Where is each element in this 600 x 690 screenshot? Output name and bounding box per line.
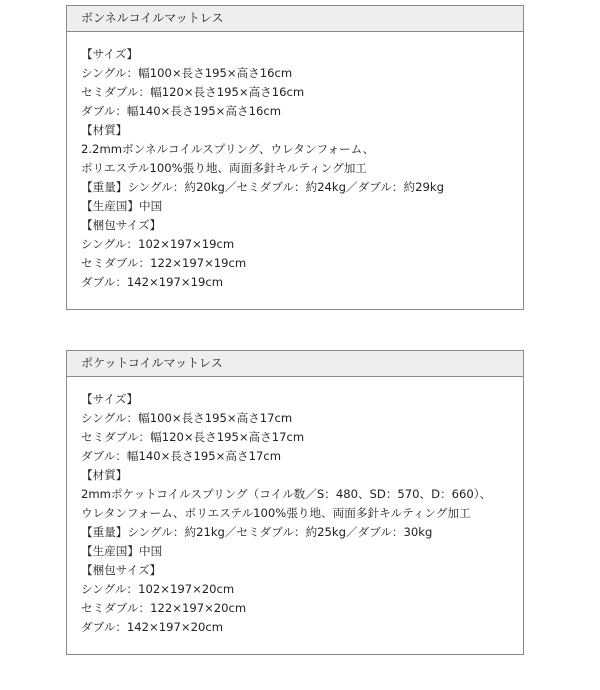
spec-line-material-2: ポリエステル100%張り地、両面多針キルティング加工 bbox=[81, 161, 367, 175]
spec-line-package-single: シングル：102×197×19cm bbox=[81, 237, 235, 251]
spec-line-package-semidouble: セミダブル：122×197×19cm bbox=[81, 256, 247, 270]
spec-line-material-1: 2mmポケットコイルスプリング（コイル数／S：480、SD：570、D：660）、 bbox=[81, 487, 492, 501]
spec-line-package-double: ダブル：142×197×19cm bbox=[81, 275, 224, 289]
spec-line-package-heading: 【梱包サイズ】 bbox=[81, 563, 162, 577]
spec-list bbox=[67, 32, 523, 292]
spec-line-single-size: シングル：幅100×長さ195×高さ16cm bbox=[81, 66, 293, 80]
pocket-coil-spec-panel bbox=[66, 350, 524, 655]
spec-list bbox=[67, 377, 523, 637]
spec-line-origin: 【生産国】中国 bbox=[81, 544, 163, 558]
spec-line-single-size: シングル：幅100×長さ195×高さ17cm bbox=[81, 411, 293, 425]
panel-title: ポケットコイルマットレス bbox=[67, 351, 523, 377]
spec-line-package-single: シングル：102×197×20cm bbox=[81, 582, 235, 596]
spec-line-material-heading: 【材質】 bbox=[81, 123, 128, 137]
spec-line-semidouble-size: セミダブル：幅120×長さ195×高さ17cm bbox=[81, 430, 305, 444]
spec-line-material-1: 2.2mmボンネルコイルスプリング、ウレタンフォーム、 bbox=[81, 142, 375, 156]
spec-line-package-semidouble: セミダブル：122×197×20cm bbox=[81, 601, 247, 615]
spec-line-weight: 【重量】シングル：約21kg／セミダブル：約25kg／ダブル：30kg bbox=[81, 525, 433, 539]
spec-line-double-size: ダブル：幅140×長さ195×高さ17cm bbox=[81, 449, 281, 463]
spec-line-weight: 【重量】シングル：約20kg／セミダブル：約24kg／ダブル：約29kg bbox=[81, 180, 444, 194]
spec-line-package-heading: 【梱包サイズ】 bbox=[81, 218, 162, 232]
spec-line-size-heading: 【サイズ】 bbox=[81, 392, 139, 406]
spec-line-material-heading: 【材質】 bbox=[81, 468, 128, 482]
spec-line-origin: 【生産国】中国 bbox=[81, 199, 163, 213]
spec-line-size-heading: 【サイズ】 bbox=[81, 47, 139, 61]
spec-line-package-double: ダブル：142×197×20cm bbox=[81, 620, 224, 634]
panel-title: ボンネルコイルマットレス bbox=[67, 6, 523, 32]
spec-line-semidouble-size: セミダブル：幅120×長さ195×高さ16cm bbox=[81, 85, 305, 99]
bonnell-coil-spec-panel bbox=[66, 5, 524, 310]
spec-line-double-size: ダブル：幅140×長さ195×高さ16cm bbox=[81, 104, 281, 118]
spec-line-material-2: ウレタンフォーム、ポリエステル100%張り地、両面多針キルティング加工 bbox=[81, 506, 471, 520]
